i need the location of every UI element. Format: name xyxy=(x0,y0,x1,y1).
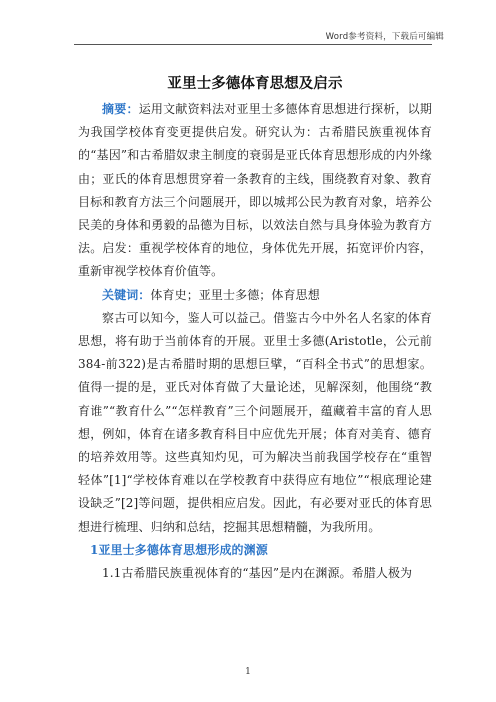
document-body xyxy=(78,72,432,585)
page-number: 1 xyxy=(245,667,251,677)
document-title: 亚里士多德体育思想及启示 xyxy=(167,76,343,92)
keywords-text: 体育史；亚里士多德；体育思想 xyxy=(150,287,320,302)
section-heading: 1亚里士多德体育思想形成的渊源 xyxy=(90,542,268,557)
abstract-text: 运用文献资料法对亚里士多德体育思想进行探析，以期为我国学校体育变更提供启发。研究认为：古希腊民族重视体育的“基因”和古希腊奴隶主制度的衰弱是亚氏体育思想形成的内外缘由；亚氏的体育思想贯穿着一条教育的主线，围绕教育对象、教育目标和教育方法三个问题展开，即以城邦公民为教育对象，培养公民美的身体和勇毅的品德为目标，以效法自然与具身体验为教育方法。启发：重视学校体育的地位，身体优先开展，拓宽评价内容，重新审视学校体育价值等。 xyxy=(78,102,432,279)
keywords-label: 关键词： xyxy=(102,287,151,302)
header-divider xyxy=(74,44,432,45)
header-note: Word参考资料，下载后可编辑 xyxy=(325,32,444,42)
intro-paragraph: 察古可以知今，鉴人可以益己。借鉴古今中外名人名家的体育思想，将有助于当前体育的开展。亚里士多德(Aristotle，公元前384-前322)是古希腊时期的思想巨擘，“百科全书式”的思想家。值得一提的是，亚氏对体育做了大量论述，见解深刻，他围绕“教育谁”“教育什么”“怎样教育”三个问题展开，蕴藏着丰富的育人思想，例如，体育在诸多教育科目中应优先开展；体育对美育、德育的培养效用等。这些真知灼见，可为解决当前我国学校存在“重智轻体”[1]“学校体育难以在学校教育中获得应有地位”“根底理论建设缺乏”[2]等问题，提供相应启发。因此，有必要对亚氏的体育思想进行梳理、归纳和总结，挖掘其思想精髓，为我所用。 xyxy=(78,310,432,534)
abstract-paragraph xyxy=(78,98,432,284)
subsection-paragraph: 1.1古希腊民族重视体育的“基因”是内在渊源。希腊人极为 xyxy=(102,566,413,581)
abstract-label: 摘要： xyxy=(102,102,139,116)
keywords-paragraph xyxy=(78,284,432,307)
